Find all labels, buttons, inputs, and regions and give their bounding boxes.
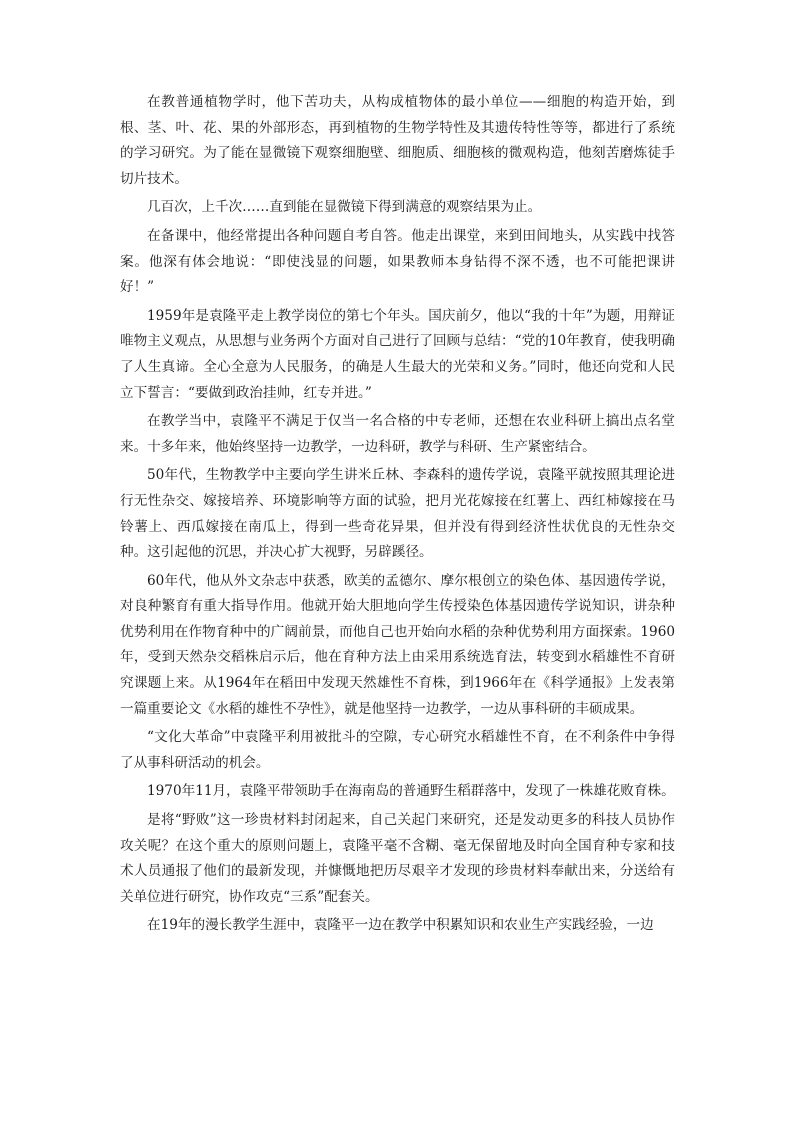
paragraph-3: 在备课中，他经常提出各种问题自考自答。他走出课堂，来到田间地头，从实践中找答案。他深有体会地说：“即使浅显的问题，如果教师本身钻得不深不透，也不可能把课讲好！” [120, 227, 675, 296]
paragraph-4: 1959年是袁隆平走上教学岗位的第七个年头。国庆前夕，他以“我的十年”为题，用辩证唯物主义观点，从思想与业务两个方面对自己进行了回顾与总结：“党的10年教育，使我明确了人生真谛。全心全意为人民服务，的确是人生最大的光荣和义务。”同时，他还向党和人民立下誓言：“要做到政治挂帅，红专并进。” [120, 307, 675, 401]
document-page [120, 90, 675, 942]
paragraph-9: 1970年11月，袁隆平带领助手在海南岛的普通野生稻群落中，发现了一株雄花败育株。 [147, 783, 675, 800]
paragraph-7: 60年代，他从外文杂志中获悉，欧美的孟德尔、摩尔根创立的染色体、基因遗传学说，对良种繁育有重大指导作用。他就开始大胆地向学生传授染色体基因遗传学说知识，讲杂种优势利用在作物育种中的广阔前景，而他自己也开始向水稻的杂种优势利用方面探索。1960年，受到天然杂交稻株启示后，他在育种方法上由采用系统选育法，转变到水稻雄性不育研究课题上来。从1964年在稻田中发现天然雄性不育株，到1966年在《科学通报》上发表第一篇重要论文《水稻的雄性不孕性》，就是他坚持一边教学，一边从事科研的丰硕成果。 [120, 572, 675, 717]
paragraph-1: 在教普通植物学时，他下苦功夫，从构成植物体的最小单位——细胞的构造开始，到根、茎、叶、花、果的外部形态，再到植物的生物学特性及其遗传特性等等，都进行了系统的学习研究。为了能在显微镜下观察细胞壁、细胞质、细胞核的微观构造，他刻苦磨炼徒手切片技术。 [120, 94, 675, 187]
paragraph-8: “文化大革命”中袁隆平利用被批斗的空隙，专心研究水稻雄性不育，在不利条件中争得了从事科研活动的机会。 [120, 729, 675, 771]
paragraph-6: 50年代，生物教学中主要向学生讲米丘林、李森科的遗传学说，袁隆平就按照其理论进行无性杂交、嫁接培养、环境影响等方面的试验，把月光花嫁接在红薯上、西红柿嫁接在马铃薯上、西瓜嫁接在南瓜上，得到一些奇花异果，但并没有得到经济性状优良的无性杂交种。这引起他的沉思，并决心扩大视野，另辟蹊径。 [120, 467, 675, 561]
paragraph-2: 几百次，上千次……直到能在显微镜下得到满意的观察结果为止。 [147, 199, 542, 216]
paragraph-11: 在19年的漫长教学生涯中，袁隆平一边在教学中积累知识和农业生产实践经验，一边 [147, 917, 654, 934]
paragraph-10: 是将“野败”这一珍贵材料封闭起来，自己关起门来研究，还是发动更多的科技人员协作攻关呢？在这个重大的原则问题上，袁隆平毫不含糊、毫无保留地及时向全国育种专家和技术人员通报了他们的最新发现，并慷慨地把历尽艰辛才发现的珍贵材料奉献出来，分送给有关单位进行研究，协作攻克“三系”配套关。 [120, 812, 675, 905]
paragraph-5: 在教学当中，袁隆平不满足于仅当一名合格的中专老师，还想在农业科研上搞出点名堂来。十多年来，他始终坚持一边教学，一边科研，教学与科研、生产紧密结合。 [120, 413, 675, 455]
